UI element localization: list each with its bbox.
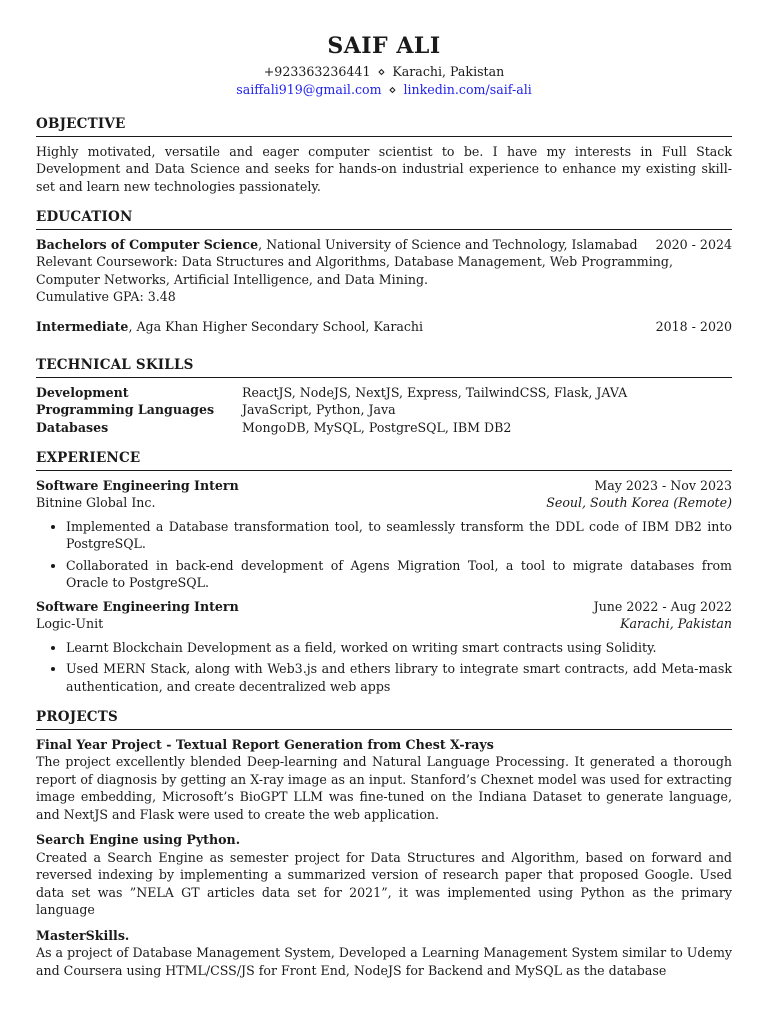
section-heading-education: EDUCATION <box>36 209 732 230</box>
objective-text: Highly motivated, versatile and eager computer scientist to be. I have my interests in Full Stack Development and Data Science and seeks for hands-on industrial experience to enhance my existing skill-set and learn new technologies passionately. <box>36 143 732 194</box>
skill-value: MongoDB, MySQL, PostgreSQL, IBM DB2 <box>242 419 512 435</box>
education-dates: 2018 - 2020 <box>655 318 732 334</box>
section-heading-objective: OBJECTIVE <box>36 116 732 137</box>
job-location: Karachi, Pakistan <box>620 616 732 631</box>
project-title: Search Engine using Python. <box>36 832 241 847</box>
degree-name: Bachelors of Computer Science <box>36 236 259 252</box>
experience-title-row <box>36 598 732 616</box>
job-title: Software Engineering Intern <box>36 477 239 493</box>
contact-line <box>36 63 732 81</box>
experience-company-row <box>36 494 732 512</box>
candidate-name: SAIF ALI <box>327 33 441 59</box>
location: Karachi, Pakistan <box>392 64 505 79</box>
project-title: MasterSkills. <box>36 927 130 943</box>
company-name: Logic-Unit <box>36 616 104 631</box>
project-description: Created a Search Engine as semester project for Data Structures and Algorithm, based on forward and reversed indexing by implementing a summarized version of research paper that proposed Google. Used data set was ”NELA GT articles data set for 2021”, it was implemented using Python as the primary language <box>36 849 732 917</box>
education-header-row <box>36 236 732 254</box>
experience-bullets <box>36 518 732 592</box>
education-title <box>36 236 638 254</box>
job-dates: June 2022 - Aug 2022 <box>593 598 732 614</box>
experience-item <box>36 598 732 696</box>
job-dates: May 2023 - Nov 2023 <box>594 477 732 493</box>
company-name: Bitnine Global Inc. <box>36 495 156 510</box>
institution-name: , Aga Khan Higher Secondary School, Karachi <box>128 318 424 334</box>
experience-company-row <box>36 615 732 633</box>
project-description: As a project of Database Management System, Developed a Learning Management System similar to Udemy and Coursera using HTML/CSS/JS for Front End, NodeJS for Backend and MySQL as the database <box>36 945 732 978</box>
skill-label: Development <box>36 384 129 400</box>
gpa-text: Cumulative GPA: 3.48 <box>36 289 176 304</box>
list-item: • Learnt Blockchain Development as a field, worked on writing smart contracts using Solidity. <box>66 639 732 657</box>
skills-table <box>36 384 732 437</box>
resume-page <box>36 0 732 979</box>
skill-value: ReactJS, NodeJS, NextJS, Express, TailwindCSS, Flask, JAVA <box>242 384 628 400</box>
job-location: Seoul, South Korea (Remote) <box>546 495 732 510</box>
links-line <box>36 81 732 99</box>
skill-label: Databases <box>36 419 109 435</box>
list-item: • Used MERN Stack, along with Web3.js and ethers library to integrate smart contracts, add Meta-mask authentication, and create decentralized web apps <box>66 660 732 695</box>
phone-number: +923363236441 <box>263 64 371 79</box>
section-heading-experience: EXPERIENCE <box>36 450 732 471</box>
education-title <box>36 318 423 336</box>
linkedin-link[interactable]: linkedin.com/saif-ali <box>403 81 532 97</box>
skill-label: Programming Languages <box>36 402 215 417</box>
coursework-text: Relevant Coursework: Data Structures and Algorithms, Database Management, Web Programming, Computer Networks, Artificial Intelligence, and Data Mining. <box>36 254 673 287</box>
section-heading-projects: PROJECTS <box>36 709 732 730</box>
experience-item <box>36 477 732 592</box>
separator-diamond-icon: ⋄ <box>388 81 397 97</box>
education-dates: 2020 - 2024 <box>655 236 732 252</box>
email-link[interactable]: saiffali919@gmail.com <box>236 81 382 97</box>
project-description: The project excellently blended Deep-learning and Natural Language Processing. It generated a thorough report of diagnosis by getting an X-ray image as an input. Stanford’s Chexnet model was used for extracting image embedding, Microsoft’s BioGPT LLM was fine-tuned on the Indiana Dataset to generate language, and NextJS and Flask were used to create the web application. <box>36 754 732 822</box>
job-title: Software Engineering Intern <box>36 598 239 614</box>
project-title: Final Year Project - Textual Report Generation from Chest X-rays <box>36 736 494 752</box>
institution-name: , National University of Science and Technology, Islamabad <box>258 236 638 252</box>
skill-value: JavaScript, Python, Java <box>242 402 396 417</box>
experience-bullets <box>36 639 732 696</box>
education-item <box>36 236 732 306</box>
education-header-row <box>36 318 732 336</box>
education-item <box>36 318 732 336</box>
separator-diamond-icon: ⋄ <box>377 64 386 79</box>
list-item: • Implemented a Database transformation tool, to seamlessly transform the DDL code of IBM DB2 into PostgreSQL. <box>66 518 732 553</box>
experience-title-row <box>36 477 732 495</box>
section-heading-skills: TECHNICAL SKILLS <box>36 357 732 378</box>
degree-name: Intermediate <box>36 318 129 334</box>
list-item: • Collaborated in back-end development of Agens Migration Tool, a tool to migrate databases from Oracle to PostgreSQL. <box>66 557 732 592</box>
